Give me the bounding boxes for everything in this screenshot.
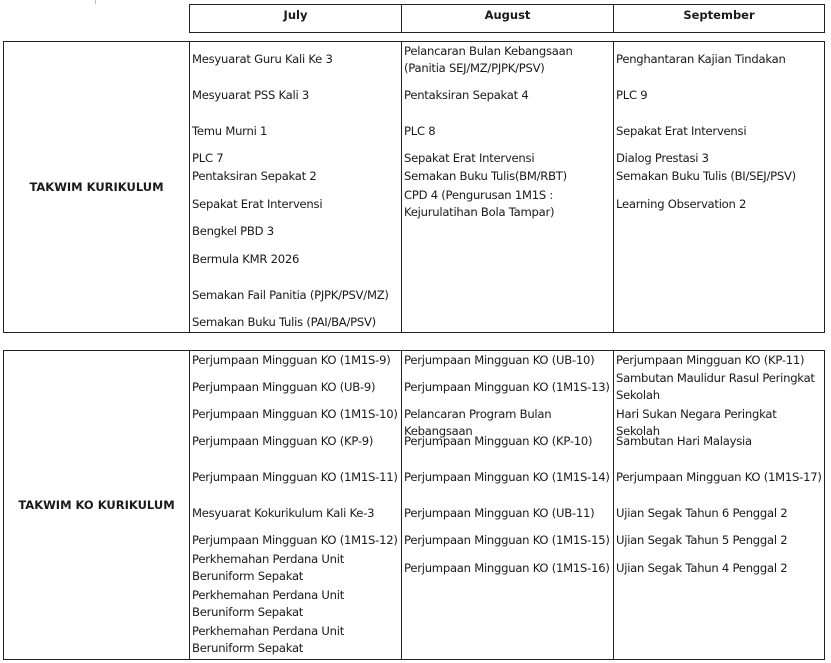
list-item: PLC 9 (616, 88, 648, 102)
month-header-september: September (683, 8, 755, 22)
list-item: Perjumpaan Mingguan KO (UB-10) (404, 353, 595, 367)
list-item: Perjumpaan Mingguan KO (1M1S-12) (192, 533, 398, 547)
list-item: Perkhemahan Perdana Unit Beruniform Sepakat (192, 624, 345, 655)
list-item: Ujian Segak Tahun 6 Penggal 2 (616, 506, 788, 520)
list-item: Mesyuarat Kokurikulum Kali Ke-3 (192, 506, 375, 520)
list-item: Ujian Segak Tahun 5 Penggal 2 (616, 533, 788, 547)
ko-july-column (190, 351, 402, 659)
list-item: Semakan Fail Panitia (PJPK/PSV/MZ) (192, 288, 389, 302)
list-item: Mesyuarat Guru Kali Ke 3 (192, 52, 333, 66)
list-item: Pelancaran Bulan Kebangsaan (Panitia SEJ/MZ/PJPK/PSV) (404, 44, 573, 75)
list-item: Semakan Buku Tulis (BI/SEJ/PSV) (616, 169, 796, 183)
list-item: CPD 4 (Pengurusan 1M1S : Kejurulatihan Bola Tampar) (404, 188, 555, 219)
list-item: Perjumpaan Mingguan KO (1M1S-15) (404, 533, 610, 547)
list-item: Perjumpaan Mingguan KO (KP-10) (404, 434, 593, 448)
list-item: Pentaksiran Sepakat 4 (404, 88, 529, 102)
list-item: Sepakat Erat Intervensi (192, 197, 323, 211)
kurikulum-july-column (190, 42, 402, 332)
list-item: Bengkel PBD 3 (192, 224, 274, 238)
month-header-row (189, 4, 825, 33)
kurikulum-title: TAKWIM KURIKULUM (4, 42, 190, 332)
ko-september-column (614, 351, 824, 659)
list-item: Perjumpaan Mingguan KO (1M1S-17) (616, 470, 822, 484)
list-item: Mesyuarat PSS Kali 3 (192, 88, 309, 102)
list-item: Sambutan Maulidur Rasul Peringkat Sekolah (616, 371, 815, 402)
list-item: Learning Observation 2 (616, 197, 747, 211)
list-item: Pelancaran Program Bulan Kebangsaan (404, 407, 552, 438)
list-item: PLC 7 (192, 151, 224, 165)
list-item: Ujian Segak Tahun 4 Penggal 2 (616, 561, 788, 575)
list-item: Sepakat Erat Intervensi (404, 151, 535, 165)
list-item: Perkhemahan Perdana Unit Beruniform Sepakat (192, 588, 345, 619)
kurikulum-table (3, 41, 825, 333)
list-item: Perkhemahan Perdana Unit Beruniform Sepakat (192, 552, 345, 583)
list-item: Dialog Prestasi 3 (616, 151, 709, 165)
list-item: Perjumpaan Mingguan KO (1M1S-16) (404, 561, 610, 575)
list-item: Perjumpaan Mingguan KO (1M1S-14) (404, 470, 610, 484)
list-item: Semakan Buku Tulis (PAI/BA/PSV) (192, 315, 376, 329)
list-item: Sambutan Hari Malaysia (616, 434, 752, 448)
ko-kurikulum-table (3, 350, 825, 660)
list-item: Sepakat Erat Intervensi (616, 124, 747, 138)
kurikulum-august-column (402, 42, 614, 332)
list-item: Semakan Buku Tulis(BM/RBT) (404, 169, 567, 183)
list-item: Temu Murni 1 (192, 124, 268, 138)
list-item: Perjumpaan Mingguan KO (UB-11) (404, 506, 595, 520)
list-item: Bermula KMR 2026 (192, 252, 300, 266)
list-item: PLC 8 (404, 124, 436, 138)
list-item: Perjumpaan Mingguan KO (1M1S-11) (192, 470, 398, 484)
kurikulum-september-column (614, 42, 824, 332)
list-item: Pentaksiran Sepakat 2 (192, 169, 317, 183)
ko-august-column (402, 351, 614, 659)
list-item: Perjumpaan Mingguan KO (1M1S-9) (192, 353, 391, 367)
list-item: Perjumpaan Mingguan KO (1M1S-10) (192, 407, 398, 421)
list-item: Perjumpaan Mingguan KO (1M1S-13) (404, 380, 610, 394)
month-header-august: August (402, 5, 614, 32)
list-item: Penghantaran Kajian Tindakan (616, 52, 786, 66)
list-item: Hari Sukan Negara Peringkat Sekolah (616, 407, 777, 438)
ko-kurikulum-title: TAKWIM KO KURIKULUM (4, 351, 190, 659)
list-item: Perjumpaan Mingguan KO (KP-9) (192, 434, 374, 448)
ruler-tick (95, 0, 96, 4)
list-item: Perjumpaan Mingguan KO (UB-9) (192, 380, 376, 394)
list-item: Perjumpaan Mingguan KO (KP-11) (616, 353, 805, 367)
month-header-july: July (190, 5, 402, 32)
